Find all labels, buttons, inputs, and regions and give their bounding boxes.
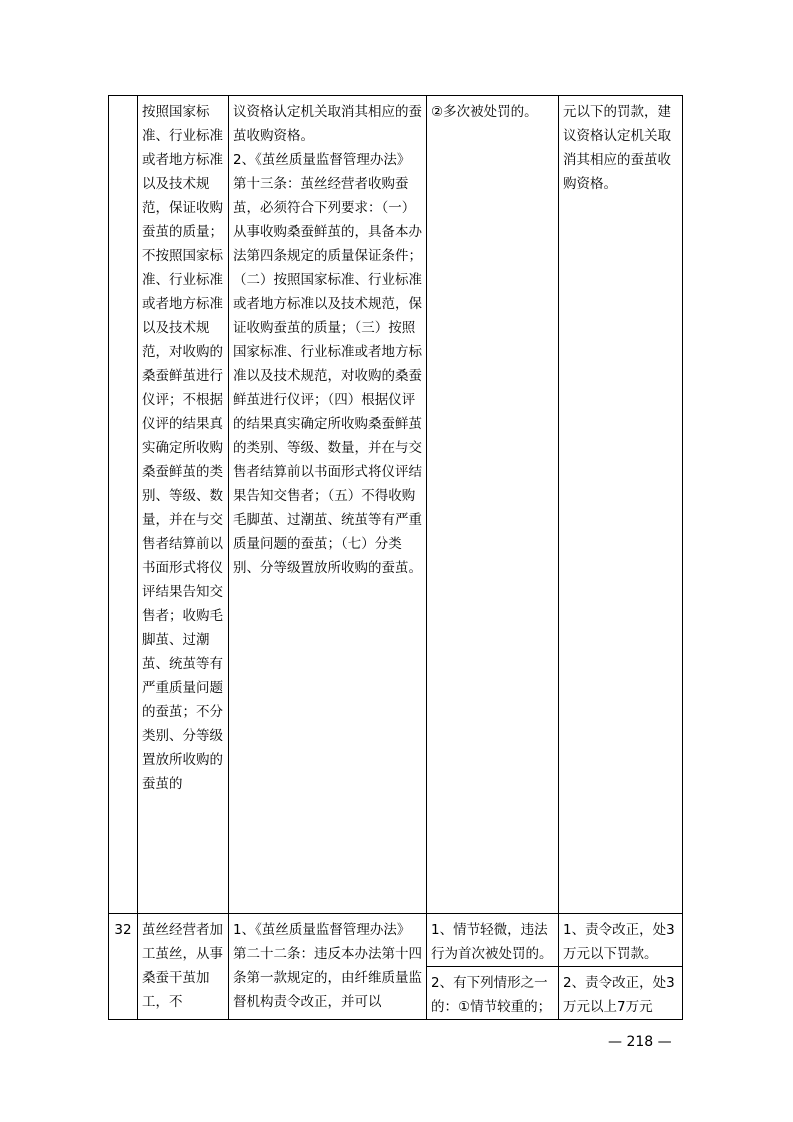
violation-behavior: 茧丝经营者加工茧丝，从事桑蚕干茧加工，不 bbox=[138, 914, 229, 1020]
row-number: 32 bbox=[109, 914, 138, 1020]
violation-behavior: 按照国家标准、行业标准或者地方标准以及技术规范，保证收购蚕茧的质量；不按照国家标准、行业标准或者地方标准以及技术规范，对收购的桑蚕鲜茧进行仪评；不根据仪评的结果真实确定所收购桑蚕鲜茧的类别、等级、数量，并在与交售者结算前以书面形式将仪评结果告知交售者；收购毛脚茧、过潮茧、统茧等有严重质量问题的蚕茧；不分类别、分等级置放所收购的蚕茧的 bbox=[138, 96, 229, 914]
legal-basis bbox=[229, 96, 427, 914]
circumstances: ②多次被处罚的。 bbox=[427, 96, 559, 914]
regulation-table bbox=[108, 95, 683, 1020]
penalty-item: 2、责令改正，处3万元以上7万元 bbox=[559, 966, 682, 1019]
circumstances bbox=[427, 914, 559, 1020]
penalty-standard bbox=[559, 914, 683, 1020]
legal-basis-text: 议资格认定机关取消其相应的蚕茧收购资格。 2、《茧丝质量监督管理办法》第十三条：茧丝经营者收购蚕茧，必须符合下列要求：（一）从事收购桑蚕鲜茧的，具备本办法第四条规定的质量保证条件；（二）按照国家标准、行业标准或者地方标准以及技术规范，保证收购蚕茧的质量；（三）按照国家标准、行业标准或者地方标准以及技术规范，对收购的桑蚕鲜茧进行仪评；（四）根据仪评的结果真实确定所收购桑蚕鲜茧的类别、等级、数量，并在与交售者结算前以书面形式将仪评结果告知交售者；（五）不得收购毛脚茧、过潮茧、统茧等有严重质量问题的蚕茧；（七）分类别、分等级置放所收购的蚕茧。 bbox=[233, 104, 422, 576]
penalty-item: 1、责令改正，处3万元以下罚款。 bbox=[563, 922, 675, 962]
legal-basis: 1、《茧丝质量监督管理办法》第二十二条：违反本办法第十四条第一款规定的，由纤维质量监督机构责令改正，并可以 bbox=[229, 914, 427, 1020]
table-row bbox=[109, 96, 683, 914]
circumstance-item: 1、情节轻微，违法行为首次被处罚的。 bbox=[431, 922, 553, 962]
page-number: — 218 — bbox=[608, 1034, 672, 1050]
circumstance-item: 2、有下列情形之一的：①情节较重的； bbox=[427, 966, 558, 1019]
penalty-standard: 元以下的罚款，建议资格认定机关取消其相应的蚕茧收购资格。 bbox=[559, 96, 683, 914]
table-row bbox=[109, 914, 683, 1020]
row-number bbox=[109, 96, 138, 914]
